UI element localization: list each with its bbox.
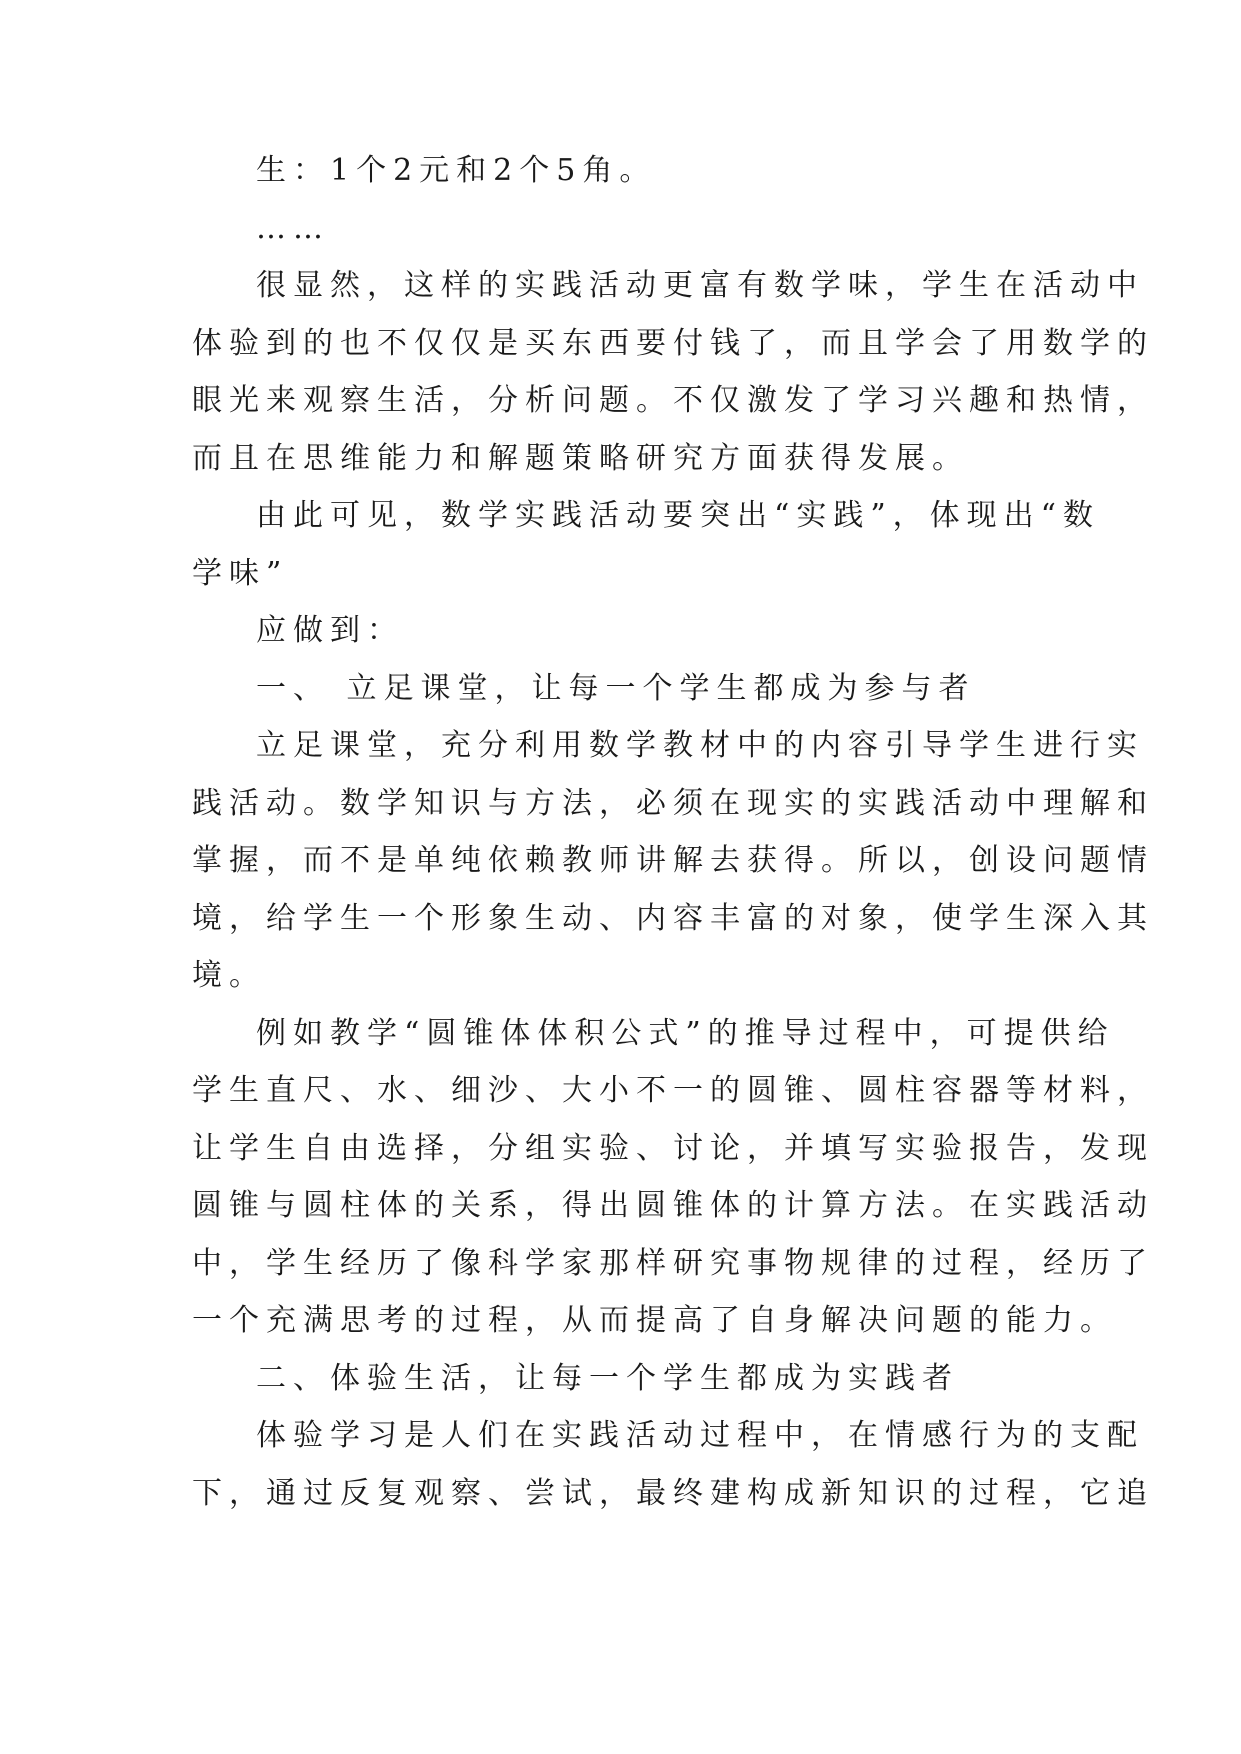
text-line: 境，给学生一个形象生动、内容丰富的对象，使学生深入其: [192, 900, 1154, 936]
text-line: 体验到的也不仅仅是买东西要付钱了，而且学会了用数学的: [192, 325, 1154, 361]
document-body: [192, 142, 1154, 1522]
text-line: ……: [256, 210, 330, 246]
text-line: 境。: [192, 958, 266, 993]
text-line: 眼光来观察生活，分析问题。不仅激发了学习兴趣和热情，: [192, 383, 1154, 418]
section-heading-2: 二、体验生活，让每一个学生都成为实践者: [256, 1360, 959, 1396]
text-line: 立足课堂，充分利用数学教材中的内容引导学生进行实: [256, 728, 1144, 763]
text-line: 让学生自由选择，分组实验、讨论，并填写实验报告，发现: [192, 1130, 1154, 1166]
text-line: 践活动。数学知识与方法，必须在现实的实践活动中理解和: [192, 785, 1154, 821]
text-line: 圆锥与圆柱体的关系，得出圆锥体的计算方法。在实践活动: [192, 1188, 1154, 1223]
text-line: 一个充满思考的过程，从而提高了自身解决问题的能力。: [192, 1303, 1117, 1338]
text-line: 应做到：: [256, 613, 404, 648]
text-line: 掌握，而不是单纯依赖教师讲解去获得。所以，创设问题情: [192, 843, 1154, 878]
text-line: 体验学习是人们在实践活动过程中，在情感行为的支配: [256, 1418, 1144, 1453]
text-line: 很显然，这样的实践活动更富有数学味，学生在活动中: [256, 268, 1144, 303]
text-line: 学生直尺、水、细沙、大小不一的圆锥、圆柱容器等材料，: [192, 1073, 1154, 1108]
text-line: 学味”: [192, 555, 289, 591]
text-line: 中，学生经历了像科学家那样研究事物规律的过程，经历了: [192, 1245, 1154, 1281]
text-line: 由此可见，数学实践活动要突出“实践”，体现出“数: [256, 498, 1101, 533]
text-line: 生：1个2元和2个5角。: [256, 153, 657, 188]
text-line: 下，通过反复观察、尝试，最终建构成新知识的过程，它追: [192, 1475, 1154, 1511]
section-heading-1: 一、 立足课堂，让每一个学生都成为参与者: [256, 670, 976, 706]
text-line: 而且在思维能力和解题策略研究方面获得发展。: [192, 440, 969, 476]
text-line: 例如教学“圆锥体体积公式”的推导过程中，可提供给: [256, 1015, 1115, 1051]
